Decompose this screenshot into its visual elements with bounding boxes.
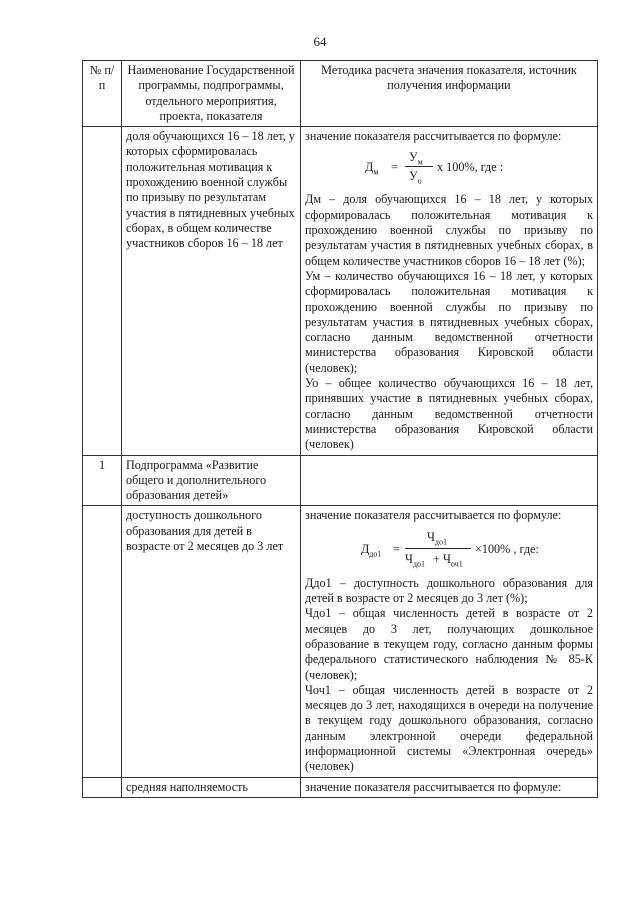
header-number: № п/п bbox=[83, 61, 122, 127]
table-row bbox=[83, 506, 598, 777]
table-header-row bbox=[83, 61, 598, 127]
definition: Чоч1 – общая численность детей в возрасте от 2 месяцев до 3 лет, находящихся в очереди на получение в текущем году дошкольного образования, согласно данным электронной очереди федеральной информационной системы «Электронная очередь» (человек) bbox=[305, 682, 593, 774]
definition: Ум – количество обучающихся 16 – 18 лет, у которых сформировалась положительная мотивация к прохождению военной службы по призыву по результатам участия в пятидневных учебных сборах, согласно данным ведомственной отчетности министерства образования Кировской области (человек); bbox=[305, 268, 593, 375]
table-row bbox=[83, 127, 598, 455]
definition: Уо – общее количество обучающихся 16 – 18 лет, принявших участие в пятидневных учебных сборах, согласно данным ведомственной отчетности министерства образования Кировской области (человек) bbox=[305, 376, 593, 452]
indicator-name: доля обучающихся 16 – 18 лет, у которых сформировалась положительная мотивация к прохождению военной службы по призыву по результатам участия в пятидневных учебных сборах, в общем количестве участников сборов 16 – 18 лет bbox=[122, 127, 301, 455]
subprogram-name: Подпрограмма «Развитие общего и дополнительного образования детей» bbox=[122, 455, 301, 506]
header-method: Методика расчета значения показателя, источник получения информации bbox=[301, 61, 598, 127]
page-number: 64 bbox=[313, 34, 327, 49]
table-row bbox=[83, 777, 598, 797]
definition: Ддо1 – доступность дошкольного образования для детей в возрасте от 2 месяцев до 3 лет (%); bbox=[305, 575, 593, 606]
header-name: Наименование Государственной программы, подпрограммы, отдельного мероприятия, проекта, показателя bbox=[122, 61, 301, 127]
indicator-name: средняя наполняемость bbox=[122, 777, 301, 797]
formula-intro: значение показателя рассчитывается по формуле: bbox=[305, 508, 562, 523]
definition: Дм – доля обучающихся 16 – 18 лет, у которых сформировалась положительная мотивация к прохождению военной службы по призыву по результатам участия в пятидневных учебных сборах, в общем количестве участников сборов 16 – 18 лет (%); bbox=[305, 192, 593, 268]
indicator-table bbox=[82, 60, 598, 798]
formula: $Д_{до1}$ = $Ч_{до1}$ $Ч_{до1}$ + $Ч_{оч1}$ ×100% , где: bbox=[361, 529, 539, 569]
row-number: 1 bbox=[83, 455, 122, 506]
formula-intro: значение показателя рассчитывается по формуле: bbox=[305, 129, 562, 144]
formula: $Д_м$ = $У_м$ $У_о$ х 100%, где : bbox=[365, 150, 504, 186]
formula-intro: значение показателя рассчитывается по формуле: bbox=[301, 777, 598, 797]
definition: Чдо1 – общая численность детей в возрасте от 2 месяцев до 3 лет, получающих дошкольное образование в текущем году, согласно данным формы федерального статистического наблюдения № 85-К (человек); bbox=[305, 606, 593, 682]
indicator-name: доступность дошкольного образования для детей в возрасте от 2 месяцев до 3 лет bbox=[122, 506, 301, 777]
table-row bbox=[83, 455, 598, 506]
